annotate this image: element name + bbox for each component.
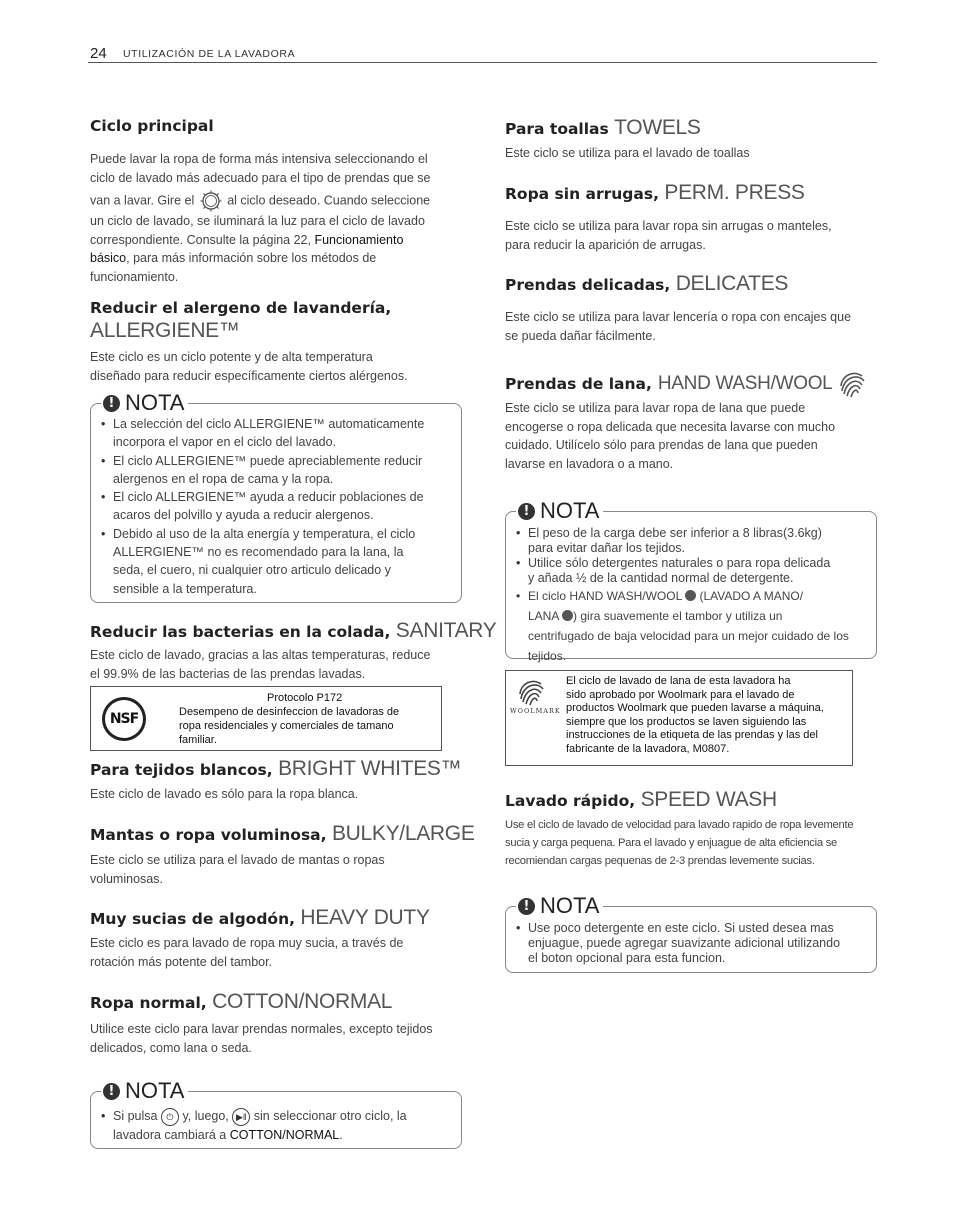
section-heading-sanitary (90, 619, 496, 643)
note-item (99, 525, 457, 598)
bright-whites-body: Este ciclo de lavado es sólo para la ropa blanca. (90, 787, 359, 801)
text-span: y añada ½ de la cantidad normal de detergente. (528, 571, 794, 585)
section-heading-perm-press (505, 181, 805, 205)
towels-body: Este ciclo se utiliza para el lavado de toallas (505, 146, 750, 160)
section-heading-towels (505, 116, 701, 140)
text-line: lavarse en lavadora o a mano. (505, 456, 674, 471)
cycle-dial-icon (200, 190, 222, 212)
cycle-name-hand-wash-wool: HAND WASH/WOOL (657, 373, 833, 394)
sanitary-body (90, 646, 470, 683)
text-span: para evitar dañar los tejidos. (528, 541, 686, 555)
cotton-normal-body (90, 1020, 470, 1057)
text-span: lavadora cambiará a (113, 1127, 227, 1142)
text-line: funcionamiento. (90, 269, 179, 284)
text-line: Este ciclo se utiliza para lavar ropa de lana que puede (505, 401, 806, 415)
note-label: NOTA (125, 390, 185, 415)
text-line: Este ciclo es para lavado de ropa muy sucia, a través de (90, 936, 404, 950)
nsf-logo-inner (105, 700, 143, 738)
note-item (514, 556, 872, 586)
note-list (514, 526, 872, 666)
text-line (90, 190, 470, 212)
text-line: Puede lavar la ropa de forma más intensiva seleccionando el (90, 152, 428, 166)
text-line: cuidado. Utilícelo sólo para prendas de lana que pueden (505, 438, 818, 452)
text-line: voluminosas. (90, 871, 163, 886)
text-line: para reducir la aparición de arrugas. (505, 237, 706, 252)
text-line: fabricante de la lavadora, M0807. (566, 742, 730, 755)
text-span: El ciclo ALLERGIENE™ puede apreciablemente reducir (113, 453, 423, 468)
text-span: , para más información sobre los métodos de (126, 251, 377, 265)
heavy-duty-body (90, 934, 470, 971)
woolmark-logo-icon (517, 677, 547, 707)
exclamation-icon: ! (518, 503, 535, 520)
heading-text: Muy sucias de algodón, (90, 910, 295, 928)
heading-text: Prendas delicadas, (505, 276, 671, 294)
speed-wash-body (505, 816, 885, 870)
note-item (99, 452, 457, 489)
text-span: enjuague, puede agregar suavizante adicional utilizando (528, 936, 841, 950)
heading-text: Prendas de lana, (505, 375, 652, 393)
text-line: Protocolo P172 (267, 692, 343, 704)
text-line: Este ciclo se utiliza para el lavado de mantas o ropas (90, 853, 385, 867)
start-pause-button-icon: ▶‖ (232, 1108, 250, 1126)
text-line: encogerse o ropa delicada que necesita lavarse con mucho (505, 419, 836, 434)
note-label: NOTA (125, 1078, 185, 1103)
perm-press-body (505, 217, 885, 254)
heading-text: Para tejidos blancos, (90, 761, 273, 779)
page-reference: básico (90, 251, 127, 265)
nsf-logo (102, 697, 146, 741)
woolmark-logo-text: WOOLMARK (510, 707, 561, 715)
section-heading-heavy-duty (90, 906, 430, 930)
cycle-name-towels: TOWELS (614, 116, 701, 139)
text-span: Utilice sólo detergentes naturales o para ropa delicada (528, 556, 831, 570)
note-header (101, 390, 188, 416)
page-number: 24 (90, 45, 107, 62)
hand-wash-wool-body (505, 399, 885, 473)
section-heading-hand-wash-wool (505, 369, 868, 399)
text-line: siempre que los productos se laven siguiendo las (566, 715, 807, 728)
text-line: rotación más potente del tambor. (90, 954, 273, 969)
running-header: UTILIZACIÓN DE LA LAVADORA (123, 48, 296, 60)
bulky-body (90, 851, 470, 888)
exclamation-icon: ! (103, 395, 120, 412)
note-item (99, 415, 457, 452)
allergiene-body (90, 348, 470, 385)
text-line: ciclo de lavado más adecuado para el tipo de prendas que se (90, 170, 431, 185)
nsf-text (179, 691, 399, 747)
section-heading-bright-whites (90, 757, 461, 781)
text-line: El ciclo de lavado de lana de esta lavadora ha (566, 675, 791, 687)
heading-text: Mantas o ropa voluminosa, (90, 826, 327, 844)
text-span: Si pulsa (113, 1109, 158, 1123)
text-span: el boton opcional para esta funcion. (528, 951, 726, 965)
text-span: correspondiente. Consulte la página 22, (90, 232, 311, 247)
cycle-name-cotton-normal: COTTON/NORMAL (212, 990, 393, 1013)
text-span: El ciclo HAND WASH/WOOL (528, 589, 682, 603)
text-line: recomiendan cargas pequenas de 2-3 prendas levemente sucias. (505, 855, 815, 867)
text-span: al ciclo deseado. Cuando seleccione (227, 193, 431, 208)
exclamation-icon: ! (518, 898, 535, 915)
text-line: instrucciones de la etiqueta de las prendas y las del (566, 729, 818, 741)
note-list (99, 415, 457, 598)
note-header (516, 498, 603, 524)
cycle-name-delicates: DELICATES (675, 272, 789, 295)
note-label: NOTA (540, 893, 600, 918)
heading-text: Para toallas (505, 120, 609, 138)
header-rule (88, 62, 877, 63)
text-line (90, 231, 470, 250)
section-heading-speed-wash (505, 788, 777, 812)
cycle-name-bulky-large: BULKY/LARGE (331, 822, 475, 845)
wool-small-icon (562, 610, 573, 621)
cycle-name-sanitary: SANITARY (395, 619, 497, 642)
section-heading-cotton-normal (90, 990, 392, 1014)
text-line: ropa residenciales y comerciales de tamano (179, 720, 394, 732)
text-line: Utilice este ciclo para lavar prendas normales, excepto tejidos (90, 1022, 433, 1036)
wool-small-icon (685, 590, 696, 601)
heading-text: Lavado rápido, (505, 792, 636, 810)
note-label: NOTA (540, 498, 600, 523)
text-span: LANA (528, 609, 559, 623)
text-span: La selección del ciclo ALLERGIENE™ automaticamente (113, 417, 425, 431)
text-line: sido aprobado por Woolmark para el lavado de (566, 688, 795, 701)
nsf-certification-box (90, 686, 442, 751)
power-button-icon: ⏻ (161, 1108, 179, 1126)
text-span: (LAVADO A MANO/ (699, 589, 804, 603)
woolmark-icon (838, 369, 868, 399)
text-span: ) gira suavemente el tambor y utiliza un (573, 609, 783, 623)
text-line: Este ciclo de lavado, gracias a las altas temperaturas, reduce (90, 648, 431, 662)
text-span: otro ciclo, la (339, 1109, 407, 1123)
delicates-body (505, 308, 885, 345)
text-span: y, luego, (182, 1109, 229, 1123)
heading-text: Ropa normal, (90, 994, 207, 1012)
text-span: ALLERGIENE™ no es recomendado para la lana, la (113, 545, 404, 560)
text-span: incorpora el vapor en el ciclo del lavado. (113, 435, 337, 450)
text-line: delicados, como lana o seda. (90, 1040, 252, 1055)
note-header (101, 1078, 188, 1104)
text-span: acaros del polvillo y ayuda a reducir alergenos. (113, 508, 374, 523)
ciclo-principal-body (90, 150, 470, 286)
cycle-name-allergiene: ALLERGIENE™ (90, 319, 240, 342)
text-line: Este ciclo se utiliza para lavar lencería o ropa con encajes que (505, 310, 852, 324)
note-item (514, 586, 872, 666)
text-span: sin seleccionar (253, 1109, 337, 1123)
text-span: centrifugado de baja velocidad para un mejor cuidado de los (528, 629, 849, 643)
note-item (99, 488, 457, 525)
woolmark-certification-box (505, 670, 853, 766)
exclamation-icon: ! (103, 1083, 120, 1100)
text-span: Use poco detergente en este ciclo. Si usted desea mas (528, 921, 834, 935)
text-line: Este ciclo es un ciclo potente y de alta temperatura (90, 350, 373, 364)
note-box-allergiene (90, 390, 462, 603)
page-reference: Funcionamiento (314, 232, 404, 247)
text-line: Este ciclo se utiliza para lavar ropa sin arrugas o manteles, (505, 219, 832, 233)
cycle-name-speed-wash: SPEED WASH (640, 788, 777, 811)
text-line: Use el ciclo de lavado de velocidad para lavado rapido de ropa levemente (505, 819, 854, 831)
text-line: un ciclo de lavado, se iluminará la luz para el ciclo de lavado (90, 214, 425, 228)
text-span: El ciclo ALLERGIENE™ ayuda a reducir poblaciones de (113, 490, 424, 505)
text-line (90, 249, 470, 268)
cycle-name-perm-press: PERM. PRESS (664, 181, 805, 204)
note-list (99, 1107, 457, 1144)
text-line: el 99.9% de las bacterias de las prendas lavadas. (90, 666, 366, 681)
text-line: familiar. (179, 734, 217, 746)
text-line: sucia y carga pequena. Para el lavado y enjuague de alta eficiencia se (505, 837, 838, 849)
cycle-name-bright-whites: BRIGHT WHITES™ (278, 757, 462, 780)
text-span: sensible a la temperatura. (113, 581, 257, 596)
text-line: diseñado para reducir específicamente ciertos alérgenos. (90, 368, 408, 383)
text-span: El peso de la carga debe ser inferior a 8 libras(3.6kg) (528, 526, 822, 540)
note-header (516, 893, 603, 919)
nsf-logo-text: NSF (109, 711, 139, 727)
text-span: van a lavar. Gire el (90, 193, 195, 208)
section-heading-delicates (505, 272, 788, 296)
note-box-speed-wash (505, 893, 877, 973)
note-item (514, 526, 872, 556)
text-span: alergenos en el ropa de cama y la ropa. (113, 471, 334, 486)
heading-text: Reducir las bacterias en la colada, (90, 623, 391, 641)
text-line: Desempeno de desinfeccion de lavadoras de (179, 706, 400, 718)
text-line: se pueda dañar fácilmente. (505, 328, 656, 343)
text-span: . (339, 1127, 343, 1142)
note-list (514, 921, 872, 966)
cycle-name-heavy-duty: HEAVY DUTY (300, 906, 430, 929)
note-item (99, 1107, 457, 1144)
text-line: productos Woolmark que pueden lavarse a máquina, (566, 702, 824, 714)
section-heading-ciclo-principal: Ciclo principal (90, 117, 214, 135)
note-item (514, 921, 872, 966)
heading-text: Ropa sin arrugas, (505, 185, 659, 203)
section-heading-bulky (90, 822, 475, 846)
cycle-reference: COTTON/NORMAL (229, 1127, 340, 1142)
section-heading-allergiene: Reducir el alergeno de lavandería, (90, 299, 392, 317)
note-box-wool (505, 498, 877, 663)
note-box-cotton-default (90, 1078, 462, 1149)
text-span: Debido al uso de la alta energía y temperatura, el ciclo (113, 526, 416, 541)
woolmark-text (566, 675, 824, 756)
text-span: tejidos. (528, 649, 567, 663)
text-span: seda, el cuero, ni cualquier otro articulo delicado y (113, 563, 391, 578)
